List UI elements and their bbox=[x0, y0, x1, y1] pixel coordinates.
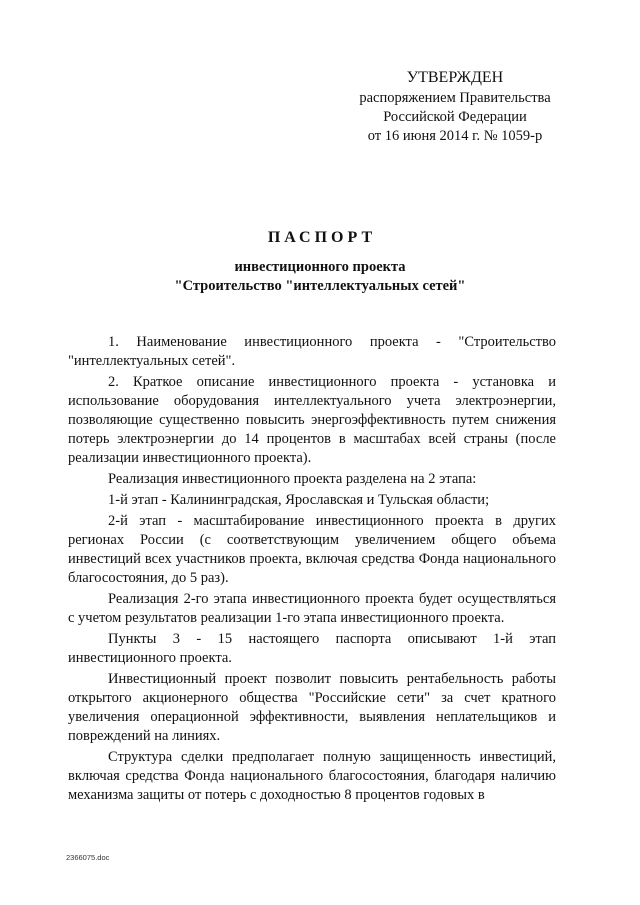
document-title: ПАСПОРТ bbox=[267, 229, 377, 246]
paragraph: Пункты 3 - 15 настоящего паспорта описывают 1-й этап инвестиционного проекта. bbox=[68, 631, 556, 666]
paragraph: Структура сделки предполагает полную защищенность инвестиций, включая средства Фонда национального благосостояния, благодаря наличию механизма защиты от потерь с доходностью 8 процентов годовых в bbox=[68, 749, 556, 803]
file-reference: 2366075.doc bbox=[66, 853, 110, 862]
subtitle-line: "Строительство "интеллектуальных сетей" bbox=[174, 278, 466, 294]
paragraph: Реализация 2-го этапа инвестиционного проекта будет осуществляться с учетом результатов реализации 1-го этапа инвестиционного проекта. bbox=[68, 591, 556, 626]
paragraph: 2-й этап - масштабирование инвестиционного проекта в других регионах России (с соответствующим увеличением общего объема инвестиций всех участников проекта, включая средства Фонда национального благосостояния, до 5 раз). bbox=[68, 513, 556, 586]
document-body bbox=[68, 333, 556, 805]
subtitle-line: инвестиционного проекта bbox=[234, 259, 406, 275]
approval-date-line: от 16 июня 2014 г. № 1059-р bbox=[367, 128, 543, 144]
paragraph: Реализация инвестиционного проекта разделена на 2 этапа: bbox=[108, 471, 477, 487]
paragraph: 1-й этап - Калининградская, Ярославская и Тульская области; bbox=[108, 492, 490, 508]
approval-line: Российской Федерации bbox=[383, 109, 527, 125]
approval-line: распоряжением Правительства bbox=[359, 90, 551, 106]
paragraph: 2. Краткое описание инвестиционного проекта - установка и использование оборудования интеллектуального учета электроэнергии, позволяющие существенно повысить энергоэффективность путем снижения потерь электроэнергии до 14 процентов в масштабах всей страны (после реализации инвестиционного проекта). bbox=[68, 374, 556, 466]
approval-heading: УТВЕРЖДЕН bbox=[406, 69, 504, 86]
approval-stamp bbox=[330, 68, 580, 146]
paragraph: Инвестиционный проект позволит повысить рентабельность работы открытого акционерного общества "Российские сети" за счет кратного увеличения операционной эффективности, выявления неплательщиков и повреждений на линиях. bbox=[68, 671, 556, 744]
document-subtitle bbox=[60, 258, 580, 296]
paragraph: 1. Наименование инвестиционного проекта - "Строительство "интеллектуальных сетей". bbox=[68, 334, 556, 369]
